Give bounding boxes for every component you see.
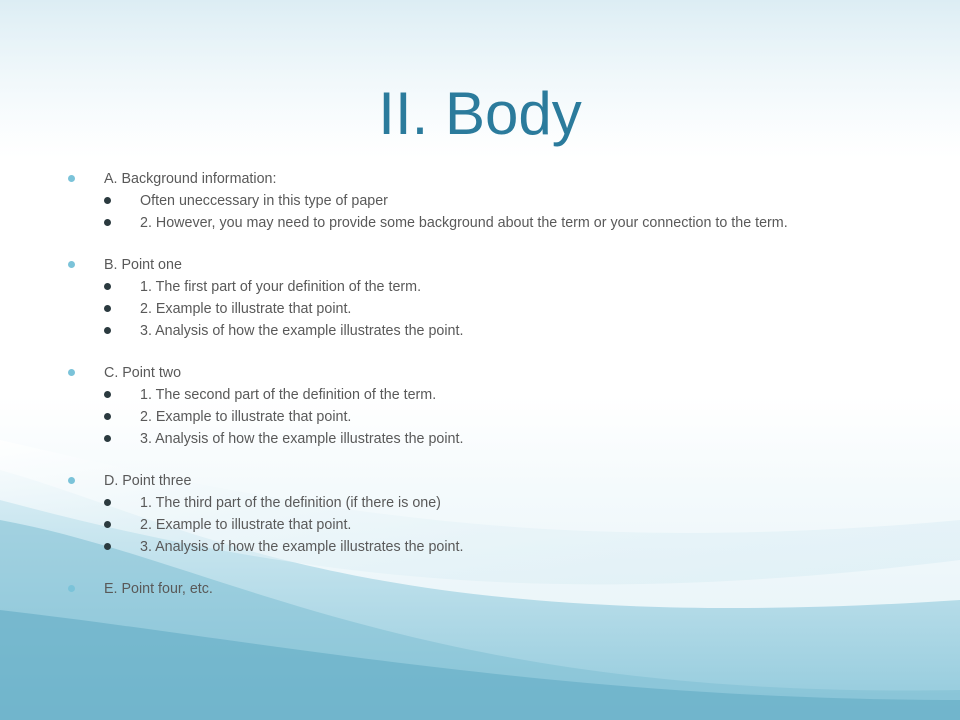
bullet-icon bbox=[104, 413, 111, 420]
outline-item bbox=[0, 212, 960, 234]
outline-item-text: 3. Analysis of how the example illustrates the point. bbox=[140, 539, 464, 555]
outline-item-text: 3. Analysis of how the example illustrates the point. bbox=[140, 323, 464, 339]
outline-item bbox=[0, 276, 960, 298]
bullet-icon bbox=[104, 499, 111, 506]
bullet-icon bbox=[104, 391, 111, 398]
outline-item bbox=[0, 428, 960, 450]
outline-item bbox=[0, 406, 960, 428]
outline-heading-text: D. Point three bbox=[104, 473, 192, 489]
outline-heading-text: C. Point two bbox=[104, 365, 182, 381]
slide-title: II. Body bbox=[378, 80, 582, 147]
bullet-icon bbox=[68, 585, 75, 592]
outline-heading bbox=[0, 470, 960, 492]
outline-heading bbox=[0, 254, 960, 276]
outline-heading bbox=[0, 578, 960, 600]
outline-item-text: 2. Example to illustrate that point. bbox=[140, 517, 352, 533]
outline-item-text: 2. Example to illustrate that point. bbox=[140, 409, 352, 425]
outline-item bbox=[0, 536, 960, 558]
outline-item-text: 2. However, you may need to provide some background about the term or your connection to the term. bbox=[140, 215, 788, 231]
bullet-icon bbox=[104, 435, 111, 442]
outline-section-c bbox=[0, 362, 960, 450]
outline-heading bbox=[0, 168, 960, 190]
outline-item bbox=[0, 320, 960, 342]
outline-item bbox=[0, 514, 960, 536]
bullet-icon bbox=[104, 197, 111, 204]
bullet-icon bbox=[68, 369, 75, 376]
outline-heading-text: A. Background information: bbox=[104, 171, 277, 187]
outline-section-a bbox=[0, 168, 960, 234]
outline-section-b bbox=[0, 254, 960, 342]
outline-item bbox=[0, 190, 960, 212]
outline-item-text: 3. Analysis of how the example illustrates the point. bbox=[140, 431, 464, 447]
outline-heading bbox=[0, 362, 960, 384]
outline-item bbox=[0, 298, 960, 320]
bullet-icon bbox=[104, 305, 111, 312]
outline-item-text: 1. The first part of your definition of the term. bbox=[140, 279, 422, 295]
bullet-icon bbox=[68, 261, 75, 268]
outline-section-d bbox=[0, 470, 960, 558]
bullet-icon bbox=[104, 283, 111, 290]
outline-item bbox=[0, 492, 960, 514]
outline-heading-text: B. Point one bbox=[104, 257, 182, 273]
bullet-icon bbox=[68, 175, 75, 182]
outline-item-text: 1. The third part of the definition (if there is one) bbox=[140, 495, 441, 511]
outline-item-text: Often uneccessary in this type of paper bbox=[140, 193, 388, 209]
outline-list bbox=[0, 168, 960, 620]
outline-item-text: 2. Example to illustrate that point. bbox=[140, 301, 352, 317]
outline-item-text: 1. The second part of the definition of the term. bbox=[140, 387, 437, 403]
bullet-icon bbox=[104, 543, 111, 550]
bullet-icon bbox=[68, 477, 75, 484]
bullet-icon bbox=[104, 521, 111, 528]
outline-heading-text: E. Point four, etc. bbox=[104, 581, 213, 597]
bullet-icon bbox=[104, 219, 111, 226]
outline-section-e bbox=[0, 578, 960, 600]
bullet-icon bbox=[104, 327, 111, 334]
outline-item bbox=[0, 384, 960, 406]
